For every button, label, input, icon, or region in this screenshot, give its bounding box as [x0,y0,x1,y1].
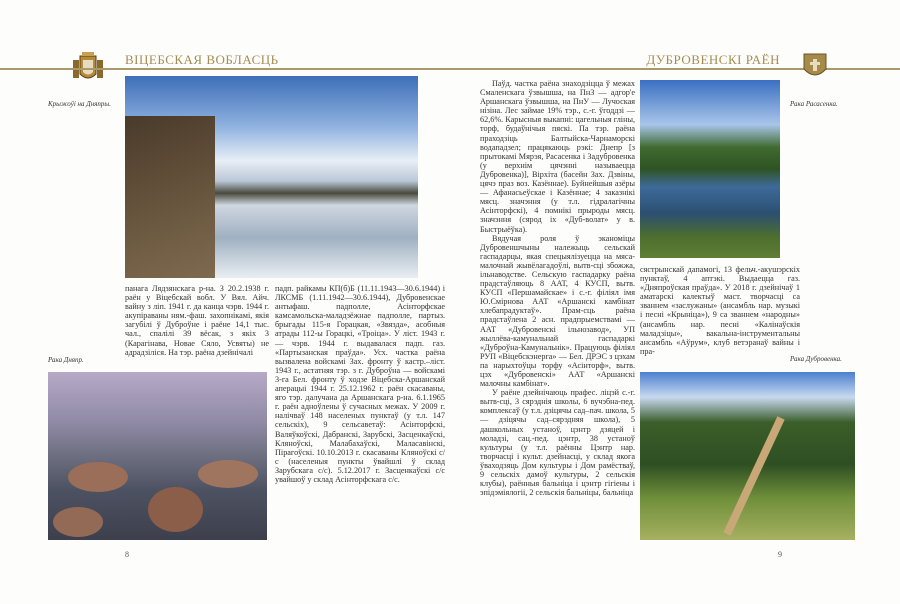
paragraph: падп. райкамы КП(б)Б (11.11.1943—30.6.1944) і ЛКСМБ (1.11.1942—30.6.1944), Дубровенскае антыфаш. падполле, Асінторфскае камсамольска-маладзёжнае падполле, партыз. брыгады 115-я Горацкая, «Звязда», асобныя атрады 112-ы Горацкі, «Троіца». У ліст. 1943 г. — чэрв. 1944 г. выдавалася падп. газ. «Партызанская праўда». Усх. частка раёна вызвалена войскамі Зах. фронту ў кастр.–ліст. 1943 г., астатняя тэр. з г. Дуброўна — войскамі 3-га Бел. фронту ў ходзе Віцебска-Аршанскай аперацыі 1944 г. 25.12.1962 г. раён скасаваны, яго тэр. далучана да Аршанскага р-на. 6.1.1965 г. раён адноўлены ў сучасных межах. У 2009 г. налічваў 148 населеных пунктаў (у т.л. 147 сельскіх), 9 сельсаветаў: Асінторфскі, Валяўкоўскі, Дабранскі, Зарубскі, Засценкаўскі, Кляноўскі, Малабахаўскі, Маласавінскі, Пірагоўскі. 10.10.2013 г. скасаваны Кляноўскі с/с (населеныя пункты ўвайшлі ў склад Зарубскага с/с). 5.12.2017 г. Засценкаўскі с/с увайшоў у склад Асінторфскага с/с. [275,284,445,484]
photo-dubrovenka-river [640,372,855,540]
text-column-1 [480,79,635,497]
photo-caption-top: Крыжоўі на Дняпры. [48,100,111,108]
region-title: ВІЦЕБСКАЯ ВОБЛАСЦЬ [125,52,279,67]
photo-ice-on-dnieper [125,76,418,278]
paragraph: У раёне дзейнічаюць прафес. ліцэй с.-г. вытв-сці, 3 сярэднія школы, 6 вучэбна-пед. комплексаў (у т.л. дзіцячы сад–пач. школа, 5 — дзіцячы сад–сярэдняя школа), 5 дашкольных устаноў, цэнтр дзяцей і моладзі, сац.-пед. цэнтр, 38 устаноў культуры (у т.л. раённы Цэнтр нар. творчасці і культ. дзейнасці, у склад якога ўваходзяць Дом культуры і Дом рамёстваў, 9 сельскіх дамоў культуры, 2 сельскія клубы), раённыя бальніца і цэнтр гігіены і эпідэміялогіі, 2 сельскія бальніцы, бальніца [480,388,635,498]
photo-caption-bottom: Рака Дубровенка. [790,355,842,363]
text-column-1 [125,284,269,357]
right-page [450,0,900,604]
district-title: ДУБРОВЕНСКІ РАЁН [646,52,780,67]
photo-caption-bottom: Рака Дняпр. [48,356,84,364]
header-rule [0,68,450,70]
header-rule [450,68,900,70]
paragraph: Паўд. частка раёна знаходзіцца ў межах Смаленскага ўзвышша, на ПнЗ — адгор'е Аршанскага ўзвышша, на ПнУ — Лучоская нізіна. Лес займае 19% тэр., с.-г. ўгоддзі — 62,6%. Карысныя выкапні: цагельныя гліны, торф, будаўнічыя пяскі. Па тэр. раёна праходзіць Балтыйска-Чарнаморскі водападзел; працякаюць рэкі: Днепр [з прытокамі Мярэя, Расасенка і Задубровенка (у верхнім цячэнні называецца Дубровенка)], Вірхіта (басейн Зах. Дзвіны, цячэ праз воз. Казённае). Буйнейшыя азёры — Афанасьеўскае і Казённае; 4 заказнікі мясц. значэння (у т.л. гідралагічны Асінторфскі), 4 помнікі прыроды мясц. значэння (сярод іх «Дуб-волат» у в. Быстрыёўка). [480,79,635,234]
photo-dnieper-stones [48,372,267,540]
photo-rasasenka-river [640,80,780,258]
photo-caption-top: Рака Расасенка. [790,100,838,108]
page-number: 8 [125,550,129,559]
paragraph: панага Лядзянскага р-на. З 20.2.1938 г. раён у Віцебскай вобл. У Вял. Айч. вайну з ліп. 1941 г. да канца чэрв. 1944 г. акупіраваны ням.-фаш. захопнікамі, якія загубілі ў Дуброўне і раёне 14,1 тыс. чал., спалілі 39 вёсак, з якіх 3 (Карагінава, Новае Сяло, Усвяты) не адрадзіліся. На тэр. раёна дзейнічалі [125,284,269,357]
paragraph: сястрынскай дапамогі, 13 фельч.-акушэрскіх пунктаў, 4 аптэкі. Выдаецца газ. «Дняпроўская праўда». У 2018 г. дзейнічаў 1 аматарскі калектыў маст. творчасці са званнем «заслужаны» (ансамбль нар. музыкі і песні «Крыніца»), 9 са званнем «народны» (ансамбль нар. песні «Калінаўскія маладзіцы», вакальна-інструментальны ансамбль «Аўрум», клуб ветэранаў вайны і пра- [640,265,800,356]
text-column-2 [275,284,445,484]
text-column-2 [640,265,800,356]
page-number: 9 [778,550,782,559]
dubrovna-coat-of-arms-icon [803,53,827,81]
paragraph: Вядучая роля ў эканоміцы Дубровеншчыны належыць сельскай гаспадарцы, якая спецыялізуецца на мяса-малочнай жывёлагадоўлі, вытв-сці збожжа, ільнаводстве. Сельскую гаспадарку раёна прадстаўляюць 8 ААТ, 4 КУСП, вытв. КУСП «Першамайскае» і с.-г. філіял імя Ю.Смірнова ААТ «Аршанскі камбінат хлебапрадуктаў». Прам-сць раёна прадстаўлена 2 асн. прадпрыемствамі — ААТ «Дубровенскі ільнозавод», УП жыллёва-камунальнай гаспадаркі «Дуброўна-Камунальнік». Працуюць філіял РУП «Віцебскэнерга» — Бел. ДРЭС з цэхам па нарыхтоўцы торфу «Асінторф», вытв. цэх «Дубровенскі» ААТ «Аршанскі малочны камбінат». [480,233,635,389]
